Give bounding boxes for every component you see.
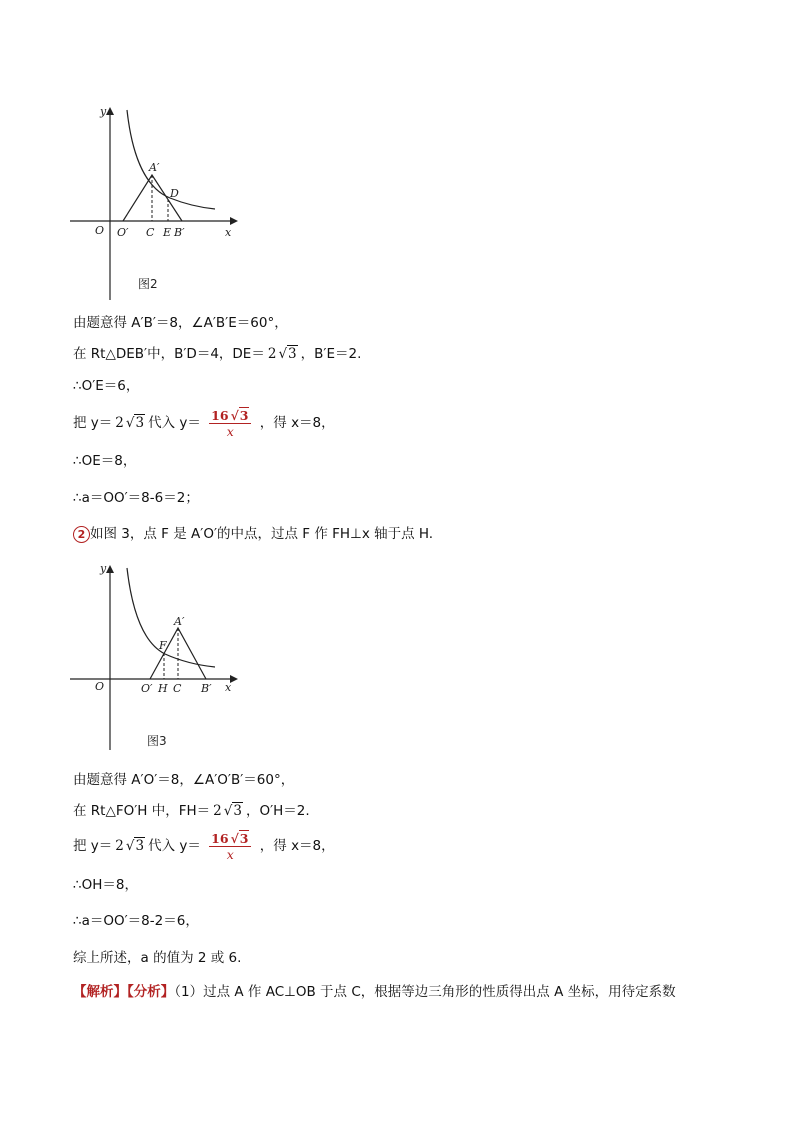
label-x: x [225,226,232,239]
label-c: C [173,682,182,695]
figure-3-graph [65,555,245,755]
analysis-tag: 【解析】【分析】 [73,984,175,1000]
label-d: D [170,187,179,200]
x-axis-arrow [230,217,238,225]
line-2: 在 Rt△DEB′中，B′D＝4，DE＝ 2 √3 ，B′E＝2. [73,346,362,362]
figure-2 [65,95,245,305]
line-4: 把 y＝ 2 √3 代入 y＝ $\frac{16 √3}{x}$ ，得 x＝8， [73,407,335,439]
figure-2-graph [65,95,245,305]
fraction-16root3-over-x: $\frac{16 √3}{x}$ [209,831,251,862]
label-o: O [95,224,105,237]
figure-3 [65,555,245,755]
label-x: x [225,681,232,694]
label-o-prime: O′ [117,226,129,239]
label-y: y [100,562,107,575]
line-6: ∴a＝OO′＝8-6＝2； [73,490,199,506]
line-12: ∴a＝OO′＝8-2＝6， [73,913,199,929]
line-13: 综上所述，a 的值为 2 或 6. [73,950,242,966]
label-h: H [158,682,168,695]
y-axis-arrow [106,565,114,573]
label-y: y [100,105,107,118]
line-1: 由题意得 A′B′＝8，∠A′B′E＝60°， [73,315,288,331]
figure-3-caption: 图3 [147,734,167,748]
label-o-prime: O′ [141,682,153,695]
line-7: 2 如图 3，点 F 是 A′O′的中点，过点 F 作 FH⊥x 轴于点 H. [73,524,433,544]
label-b-prime: B′ [201,682,212,695]
y-axis-arrow [106,107,114,115]
fraction-16root3-over-x: $\frac{16 √3}{x}$ [209,408,251,439]
hyperbola-curve [127,568,215,667]
line-3: ∴O′E＝6， [73,378,140,394]
line-10: 把 y＝ 2 √3 代入 y＝ $\frac{16 √3}{x}$ ，得 x＝8， [73,830,335,862]
line-14: 【解析】【分析】（1）过点 A 作 AC⊥OB 于点 C，根据等边三角形的性质得出点 A 坐标，用待定系数 [73,984,676,1000]
label-b-prime: B′ [174,226,185,239]
label-c: C [146,226,155,239]
label-o: O [95,680,105,693]
line-5: ∴OE＝8， [73,453,137,469]
label-e: E [163,226,172,239]
circled-number: 2 [73,526,90,543]
label-f: F [159,639,167,652]
line-11: ∴OH＝8， [73,877,138,893]
line-8: 由题意得 A′O′＝8，∠A′O′B′＝60°， [73,772,295,788]
label-a-prime: A′ [174,615,185,628]
label-a-prime: A′ [149,161,160,174]
line-9: 在 Rt△FO′H 中，FH＝ 2 √3 ，O′H＝2. [73,803,310,819]
figure-2-caption: 图2 [138,277,158,291]
